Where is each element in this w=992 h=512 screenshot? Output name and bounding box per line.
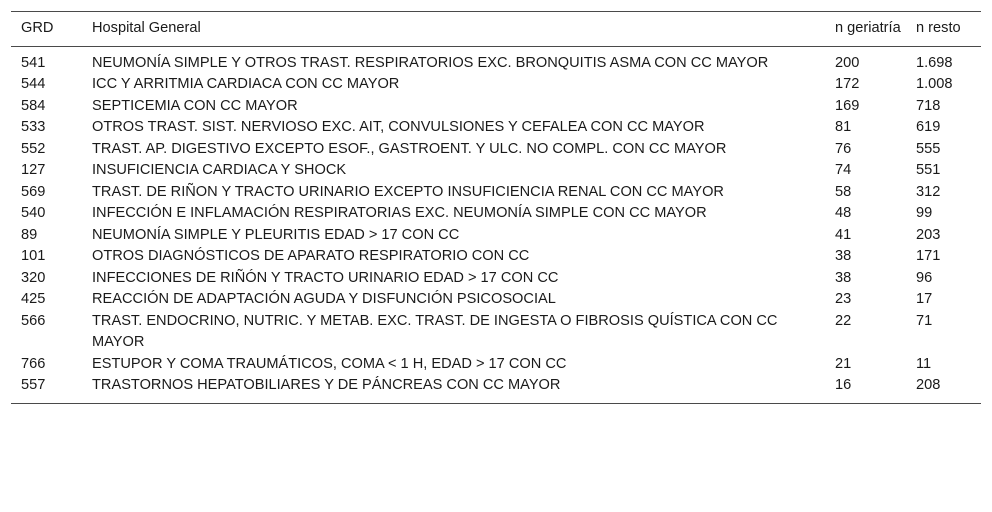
cell-n-geriatria: 48 <box>835 205 852 221</box>
cell-grd: 127 <box>21 162 46 178</box>
table-row <box>11 289 981 311</box>
table-row <box>11 203 981 225</box>
cell-n-geriatria: 200 <box>835 54 860 71</box>
cell-n-geriatria: 74 <box>835 162 852 178</box>
cell-grd: 533 <box>21 119 46 135</box>
cell-n-geriatria: 172 <box>835 76 860 92</box>
header-n-resto: n resto <box>916 20 961 36</box>
cell-grd: 557 <box>21 377 46 393</box>
table-row <box>11 74 981 96</box>
table-row <box>11 268 981 290</box>
cell-n-resto: 17 <box>916 291 933 307</box>
table-row <box>11 354 981 376</box>
table-row <box>11 246 981 268</box>
cell-n-resto: 71 <box>916 312 933 329</box>
cell-description: NEUMONÍA SIMPLE Y OTROS TRAST. RESPIRATORIOS EXC. BRONQUITIS ASMA CON CC MAYOR <box>92 54 769 71</box>
cell-n-geriatria: 81 <box>835 119 852 135</box>
cell-n-resto: 11 <box>916 355 932 372</box>
header-hospital: Hospital General <box>92 20 201 36</box>
table-row <box>11 46 981 74</box>
cell-n-geriatria: 38 <box>835 248 852 264</box>
cell-n-resto: 718 <box>916 97 941 114</box>
cell-grd: 766 <box>21 355 46 372</box>
table-header <box>11 12 981 47</box>
cell-n-resto: 555 <box>916 140 941 157</box>
cell-description: OTROS DIAGNÓSTICOS DE APARATO RESPIRATORIO CON CC <box>92 248 530 264</box>
cell-description: TRAST. ENDOCRINO, NUTRIC. Y METAB. EXC. TRAST. DE INGESTA O FIBROSIS QUÍSTICA CON CC MAYOR <box>92 312 778 350</box>
cell-description: TRAST. DE RIÑON Y TRACTO URINARIO EXCEPTO INSUFICIENCIA RENAL CON CC MAYOR <box>92 183 724 200</box>
cell-n-resto: 96 <box>916 269 933 286</box>
header-row <box>11 12 981 47</box>
cell-n-resto: 171 <box>916 248 941 264</box>
cell-n-geriatria: 76 <box>835 140 852 157</box>
table-row <box>11 375 981 403</box>
cell-n-resto: 208 <box>916 377 941 393</box>
cell-description: INFECCIONES DE RIÑÓN Y TRACTO URINARIO EDAD > 17 CON CC <box>92 269 559 286</box>
cell-n-resto: 1.698 <box>916 54 953 71</box>
cell-n-resto: 99 <box>916 205 933 221</box>
cell-n-geriatria: 41 <box>835 226 852 243</box>
cell-n-geriatria: 23 <box>835 291 852 307</box>
cell-description: ESTUPOR Y COMA TRAUMÁTICOS, COMA < 1 H, EDAD > 17 CON CC <box>92 355 567 372</box>
cell-n-resto: 1.008 <box>916 76 953 92</box>
cell-description: INFECCIÓN E INFLAMACIÓN RESPIRATORIAS EXC. NEUMONÍA SIMPLE CON CC MAYOR <box>92 205 707 221</box>
table-row <box>11 182 981 204</box>
cell-n-geriatria: 22 <box>835 312 852 329</box>
table-row <box>11 160 981 182</box>
cell-n-geriatria: 38 <box>835 269 852 286</box>
table-body <box>11 46 981 403</box>
table-row <box>11 117 981 139</box>
table-row <box>11 225 981 247</box>
cell-n-geriatria: 169 <box>835 97 860 114</box>
cell-grd: 425 <box>21 291 46 307</box>
header-n-geriatria: n geriatría <box>835 20 901 36</box>
cell-description: OTROS TRAST. SIST. NERVIOSO EXC. AIT, CONVULSIONES Y CEFALEA CON CC MAYOR <box>92 119 705 135</box>
table-row <box>11 311 981 354</box>
header-grd: GRD <box>21 20 54 36</box>
cell-grd: 541 <box>21 54 46 71</box>
cell-n-geriatria: 21 <box>835 355 852 372</box>
cell-description: TRAST. AP. DIGESTIVO EXCEPTO ESOF., GASTROENT. Y ULC. NO COMPL. CON CC MAYOR <box>92 140 727 157</box>
cell-n-resto: 551 <box>916 162 941 178</box>
cell-grd: 101 <box>21 248 46 264</box>
cell-grd: 540 <box>21 205 46 221</box>
cell-description: ICC Y ARRITMIA CARDIACA CON CC MAYOR <box>92 76 400 92</box>
table-row <box>11 139 981 161</box>
cell-description: NEUMONÍA SIMPLE Y PLEURITIS EDAD > 17 CON CC <box>92 226 460 243</box>
cell-n-geriatria: 16 <box>835 377 852 393</box>
cell-description: INSUFICIENCIA CARDIACA Y SHOCK <box>92 162 347 178</box>
cell-n-resto: 619 <box>916 119 941 135</box>
cell-n-resto: 203 <box>916 226 941 243</box>
table-row <box>11 96 981 118</box>
cell-grd: 552 <box>21 140 46 157</box>
cell-description: REACCIÓN DE ADAPTACIÓN AGUDA Y DISFUNCIÓN PSICOSOCIAL <box>92 291 556 307</box>
cell-grd: 566 <box>21 312 46 329</box>
cell-description: SEPTICEMIA CON CC MAYOR <box>92 97 298 114</box>
cell-grd: 544 <box>21 76 46 92</box>
cell-grd: 320 <box>21 269 46 286</box>
cell-n-resto: 312 <box>916 183 941 200</box>
grd-table <box>11 11 981 404</box>
cell-description: TRASTORNOS HEPATOBILIARES Y DE PÁNCREAS CON CC MAYOR <box>92 377 561 393</box>
cell-grd: 584 <box>21 97 46 114</box>
cell-grd: 89 <box>21 226 38 243</box>
cell-n-geriatria: 58 <box>835 183 852 200</box>
cell-grd: 569 <box>21 183 46 200</box>
